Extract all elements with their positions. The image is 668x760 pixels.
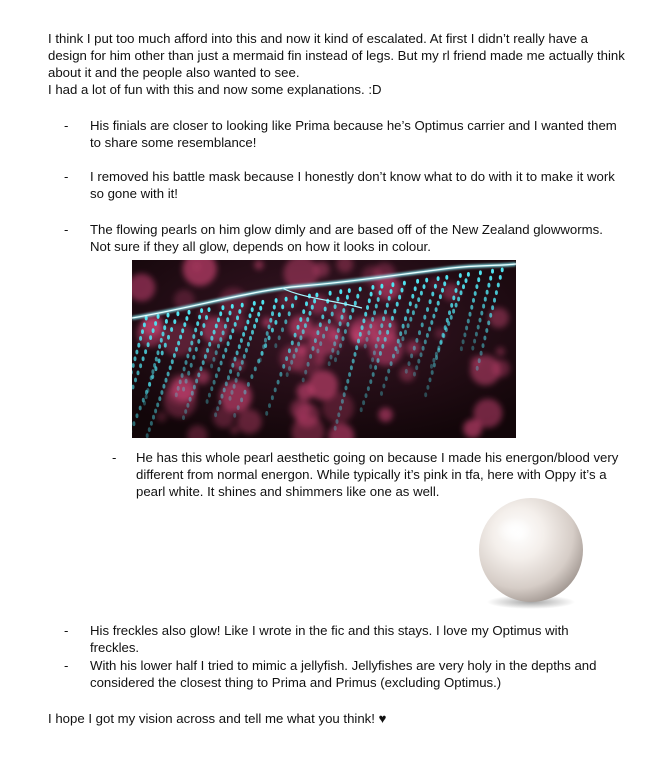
bullet-dash: - <box>64 623 69 638</box>
list-item-text: His freckles also glow! Like I wrote in the fic and this stays. I love my Optimus with freckles. <box>90 623 569 655</box>
pearl-image <box>472 494 590 612</box>
list-item-text: I removed his battle mask because I honestly don’t know what to do with it to make it work so gone with it! <box>90 169 615 201</box>
bullet-dash: - <box>64 658 69 673</box>
bullet-dash: - <box>64 118 69 133</box>
closing-paragraph: I hope I got my vision across and tell me what you think! ♥ <box>48 711 387 726</box>
bullet-dash: - <box>64 169 69 184</box>
bullet-dash: - <box>112 450 117 465</box>
sub-list-item-text: He has this whole pearl aesthetic going on because I made his energon/blood very different from normal energon. While typically it’s pink in tfa, here with Oppy it’s a pearl white. It shines and shimmers like one as well. <box>136 450 619 499</box>
list-item-text: The flowing pearls on him glow dimly and are based off of the New Zealand glowworms. Not sure if they all glow, depends on how it looks in colour. <box>90 222 603 254</box>
list-item-text: With his lower half I tried to mimic a jellyfish. Jellyfishes are very holy in the depths and considered the closest thing to Prima and Primus (excluding Optimus.) <box>90 658 597 690</box>
bullet-dash: - <box>64 222 69 237</box>
glowworm-image <box>132 260 516 438</box>
intro-line-1: I think I put too much afford into this and now it kind of escalated. At first I didn’t really have a design for him other than just a mermaid fin instead of legs. But my rl friend made me actually think about it and the people also wanted to see. <box>48 31 625 80</box>
intro-line-2: I had a lot of fun with this and now some explanations. :D <box>48 82 382 97</box>
list-item-text: His finials are closer to looking like Prima because he’s Optimus carrier and I wanted them to share some resemblance! <box>90 118 617 150</box>
intro-paragraph <box>48 30 628 98</box>
